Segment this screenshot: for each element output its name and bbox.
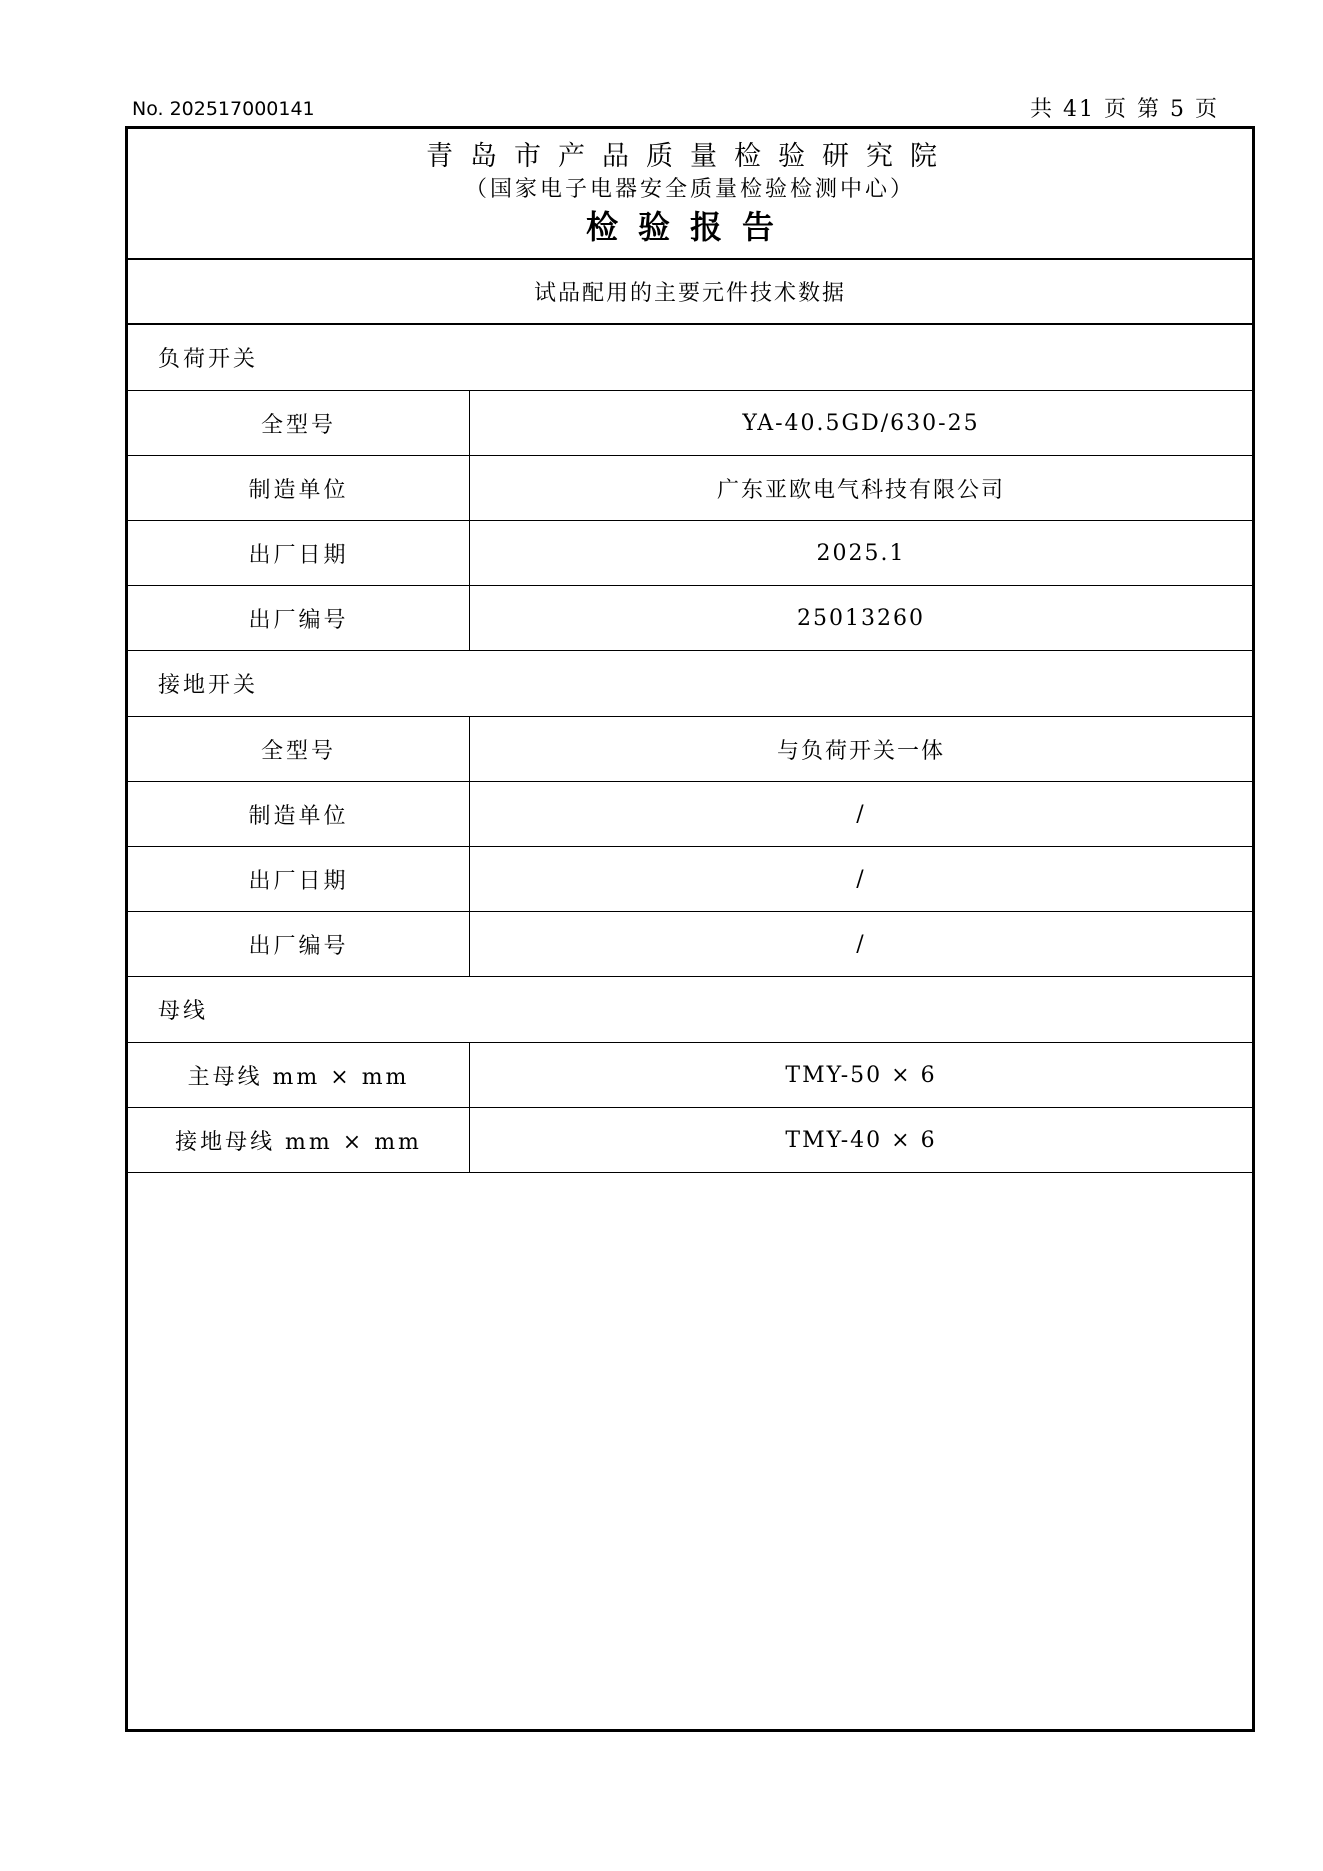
row-value: YA-40.5GD/630-25 [742, 410, 980, 436]
section-title-load-switch: 负荷开关 [128, 325, 1252, 391]
row-value: TMY-50 × 6 [785, 1062, 937, 1088]
institution-name: 青岛市产品质量检验研究院 [426, 141, 954, 172]
page-indicator: 共 41 页 第 5 页 [1030, 97, 1219, 122]
table-row [128, 1108, 1252, 1173]
row-value: / [856, 801, 866, 827]
table-row [128, 847, 1252, 912]
row-value: 与负荷开关一体 [776, 738, 945, 764]
section-title-busbar: 母线 [128, 977, 1252, 1043]
row-label: 出厂日期 [128, 847, 470, 911]
report-number: No. 202517000141 [132, 98, 315, 120]
row-label: 出厂编号 [128, 912, 470, 976]
row-value: 2025.1 [816, 540, 906, 566]
row-value: 广东亚欧电气科技有限公司 [716, 477, 1005, 503]
section-title-earthing-switch: 接地开关 [128, 651, 1252, 717]
table-row [128, 586, 1252, 651]
row-label: 主母线 mm × mm [128, 1043, 470, 1107]
table-caption: 试品配用的主要元件技术数据 [128, 260, 1252, 325]
table-row [128, 782, 1252, 847]
table-row [128, 912, 1252, 977]
table-row [128, 717, 1252, 782]
row-label: 全型号 [128, 717, 470, 781]
table-row [128, 1043, 1252, 1108]
table-row [128, 521, 1252, 586]
row-value: / [856, 931, 866, 957]
row-label: 出厂编号 [128, 586, 470, 650]
table-row [128, 391, 1252, 456]
table-row [128, 456, 1252, 521]
row-label: 出厂日期 [128, 521, 470, 585]
report-title: 检验报告 [585, 208, 794, 246]
row-value: / [856, 866, 866, 892]
row-value: 25013260 [797, 605, 925, 631]
row-label: 全型号 [128, 391, 470, 455]
row-label: 制造单位 [128, 782, 470, 846]
institution-subtitle: （国家电子电器安全质量检验检测中心） [464, 177, 915, 202]
row-value: TMY-40 × 6 [785, 1127, 937, 1153]
row-label: 接地母线 mm × mm [128, 1108, 470, 1172]
report-header [128, 129, 1252, 260]
report-frame [125, 126, 1255, 1732]
row-label: 制造单位 [128, 456, 470, 520]
